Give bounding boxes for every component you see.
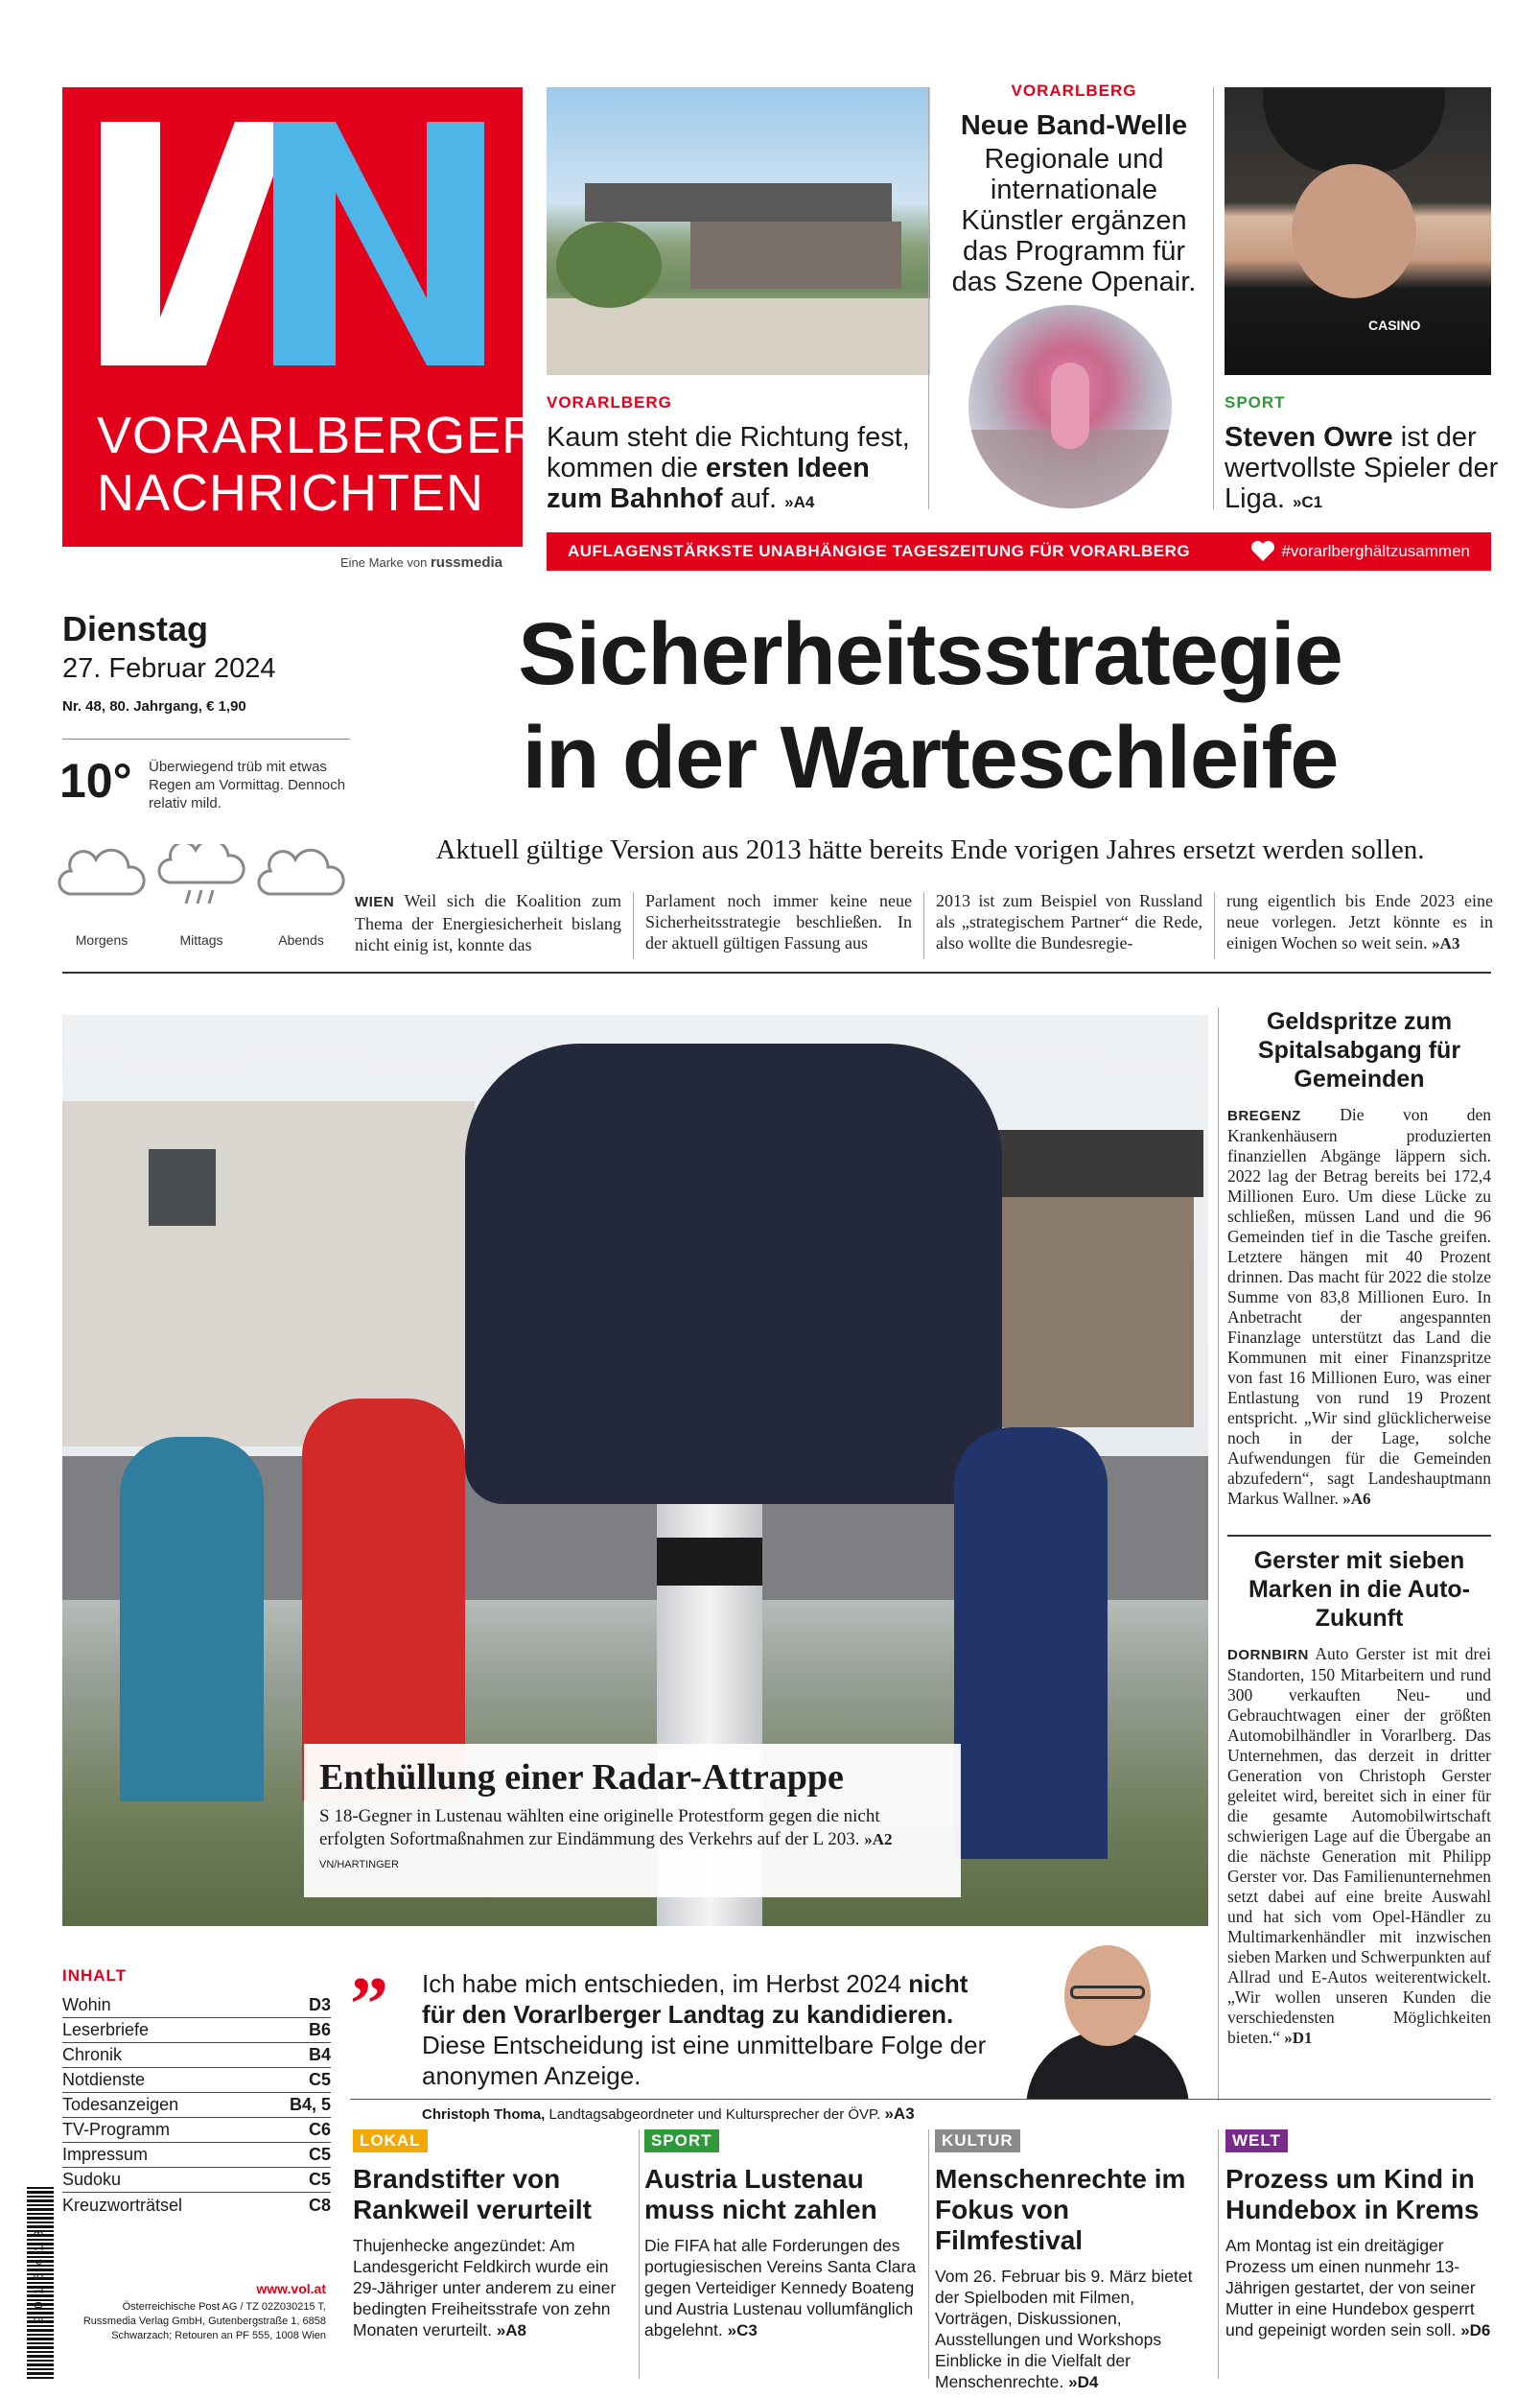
divider — [639, 2129, 640, 2379]
bottom-text: Die FIFA hat alle Forderungen des portugiesischen Vereins Santa Clara gegen Verteidiger Kennedy Boateng und Austria Lustenau vollumfänglich abgelehnt. »C3 — [644, 2236, 917, 2339]
bottom-teaser[interactable] — [644, 2129, 922, 2341]
bottom-text: Thujenhecke angezündet: Am Landesgericht Feldkirch wurde ein 29-Jähriger unter anderem zu einer bedingten Freiheitsstrafe von zehn Monaten verurteilt. »A8 — [353, 2236, 617, 2339]
toc-row[interactable]: Kreuzworträtsel C8 — [62, 2196, 331, 2215]
date: 27. Februar 2024 — [62, 653, 276, 684]
person-center — [302, 1399, 465, 1801]
bottom-title: Menschenrechte im Fokus von Filmfestival — [935, 2164, 1186, 2255]
side-title: Geldspritze zum Spitalsabgang für Gemeinden — [1257, 1008, 1461, 1093]
bottom-teaser[interactable] — [935, 2129, 1213, 2393]
bottom-text: Am Montag ist ein dreitägiger Prozess um einen nunmehr 13-Jährigen gestartet, der von seiner Mutter in eine Hundebox gesperrt und gepeinigt worden sein soll. »D6 — [1225, 2236, 1491, 2339]
plaza — [547, 298, 930, 375]
face — [1292, 164, 1416, 298]
lead-col-4: rung eigentlich bis Ende 2023 eine neue vorlegen. Jetzt könnte es in einigen Wochen so weit sein. »A3 — [1226, 891, 1493, 952]
post-band — [657, 1538, 762, 1586]
divider — [1227, 1535, 1491, 1537]
lead-headline[interactable] — [364, 602, 1496, 810]
date-block — [62, 609, 350, 715]
teaser-owre[interactable] — [1225, 393, 1503, 518]
jersey-text: CASINO — [1368, 317, 1421, 333]
teaser-owre-photo[interactable] — [1225, 87, 1491, 375]
bottom-title: Brandstifter von Rankweil verurteilt — [353, 2164, 592, 2224]
tag-kultur: KULTUR — [935, 2129, 1020, 2152]
weather-text: Überwiegend trüb mit etwas Regen am Vormittag. Dennoch relativ mild. — [149, 759, 346, 811]
toc-row[interactable]: Todesanzeigen B4, 5 — [62, 2093, 331, 2118]
bottom-teaser[interactable] — [353, 2129, 631, 2341]
teaser-bahnhof[interactable] — [547, 393, 930, 518]
banner-hashtag: #vorarlberghältzusammen — [1281, 542, 1470, 560]
weekday: Dienstag — [62, 609, 209, 648]
quote-marks-icon: ” — [350, 1963, 388, 2047]
photo-caption: S 18-Gegner in Lustenau wählten eine originelle Protestform gegen die nicht erfolgten Sofortmaßnahmen zur Eindämmung des Verkehrs auf der L 203. »A2 VN/HARTINGER — [319, 1806, 893, 1870]
person-left — [120, 1437, 264, 1801]
issue: Nr. 48, 80. Jahrgang, € 1,90 — [62, 698, 246, 715]
masthead-name-2: NACHRICHTEN — [97, 464, 485, 522]
teaser-kicker: VORARLBERG — [1011, 82, 1137, 100]
side-article-2[interactable] — [1227, 1546, 1491, 2048]
tree — [556, 222, 662, 308]
singer — [1051, 363, 1089, 449]
tag-sport: SPORT — [644, 2129, 719, 2152]
divider — [350, 2099, 1491, 2100]
lead-col-1: WIEN Weil sich die Koalition zum Thema der Energiesicherheit bislang nicht einig ist, konnte das — [355, 891, 621, 954]
brand-line: Eine Marke von russmedia — [340, 554, 502, 571]
divider — [1218, 2129, 1219, 2379]
imprint — [67, 2281, 326, 2343]
main-photo[interactable] — [62, 1015, 1208, 1926]
teaser-kicker: SPORT — [1225, 393, 1286, 411]
rain-cloud-icon — [157, 844, 245, 911]
toc-row[interactable]: Leserbriefe B6 — [62, 2018, 331, 2043]
bottom-text: Vom 26. Februar bis 9. März bietet der Spielboden mit Filmen, Vorträgen, Diskussionen, Ausstellungen und Workshops Einblicke in die Vielfalt der Menschenrechte. »D4 — [935, 2267, 1193, 2391]
imprint-url[interactable]: www.vol.at — [256, 2281, 326, 2296]
quote-author: Christoph Thoma, Landtagsabgeordneter und Kultursprecher der ÖVP. »A3 — [422, 2104, 915, 2123]
quote[interactable] — [422, 1968, 1002, 2124]
teaser-kicker: VORARLBERG — [547, 393, 672, 411]
thoma-portrait[interactable] — [1007, 1926, 1203, 2099]
toc-row[interactable]: TV-Programm C6 — [62, 2118, 331, 2143]
weather-temp: 10° — [59, 754, 132, 808]
person-right — [954, 1427, 1108, 1859]
toc-row[interactable]: Sudoku C5 — [62, 2168, 331, 2193]
weather-labels: Morgens Mittags Abends — [75, 932, 324, 948]
teaser-text: Steven Owre ist der wertvollste Spieler der Liga. »C1 — [1225, 422, 1499, 514]
toc-row[interactable]: Impressum C5 — [62, 2143, 331, 2168]
quote-text: Ich habe mich entschieden, im Herbst 2024 nicht für den Vorarlberger Landtag zu kandidieren. Diese Entscheidung ist eine unmittelbare Folge der anonymen Anzeige. — [422, 1969, 987, 2090]
divider — [633, 892, 634, 959]
divider — [1214, 892, 1215, 959]
station-roof — [585, 183, 892, 222]
window — [149, 1149, 216, 1226]
lead-col-2: Parlament noch immer keine neue Sicherheitsstrategie beschließen. In der aktuell gültigen Fassung aus — [645, 891, 912, 952]
lead-headline-line1: Sicherheitsstrategie — [518, 605, 1342, 703]
divider — [928, 2129, 929, 2379]
bottom-title: Prozess um Kind in Hundebox in Krems — [1225, 2164, 1480, 2224]
side-title: Gerster mit sieben Marken in die Auto-Zukunft — [1248, 1547, 1471, 1632]
side-text: DORNBIRN Auto Gerster ist mit drei Standorten, 150 Mitarbeitern und rund 300 verkauften Neu- und Gebrauchtwagen einer der größten Automobilhändler in Vorarlberg. Das Unternehmen, das derzeit in dritter Generation von Christoph Gerster geleitet wird, bereitet sich in einer für die gesamte Automobilwirtschaft schwierigen Lage auf die Übergabe an die nächste Generation mit Philipp Gerster vor. Das Familienunternehmen setzt dabei auf eine breite Auswahl und hat sich vom Opel-Händler zu Multimarkenhändler mit inzwischen sieben Marken und Schwerpunkten auf Allrad und E-Autos weiterentwickelt. „Wir wollen unseren Kunden die verschiedensten Möglichkeiten bieten.“ »D1 — [1227, 1644, 1491, 2047]
masthead-logo[interactable] — [62, 87, 541, 547]
photo-caption-box — [304, 1744, 961, 1897]
teaser-title: Neue Band-Welle — [960, 110, 1188, 141]
divider — [1213, 87, 1214, 509]
lead-headline-line2: in der Warteschleife — [522, 709, 1339, 807]
banner-text: AUFLAGENSTÄRKSTE UNABHÄNGIGE TAGESZEITUNG FÜR VORARLBERG — [568, 542, 1191, 560]
imprint-text: Österreichische Post AG / TZ 02Z030215 T, Russmedia Verlag GmbH, Gutenbergstraße 1, 6858 Schwarzach; Retouren an PF 555, 1008 Wien — [82, 2301, 326, 2341]
concert-photo[interactable] — [968, 305, 1172, 508]
banner-hashtag-wrap[interactable] — [1250, 541, 1470, 562]
cloud-icon — [58, 844, 146, 902]
divider — [62, 972, 1491, 974]
station-hall — [690, 222, 901, 289]
teaser-band[interactable] — [945, 82, 1203, 332]
lead-col-3: 2013 ist zum Beispiel von Russland als „strategischem Partner“ die Rede, also wollte die Bundesregie- — [936, 891, 1202, 952]
teaser-text: Kaum steht die Richtung fest, kommen die ersten Ideen zum Bahnhof auf. »A4 — [547, 422, 910, 514]
toc-row[interactable]: Chronik B4 — [62, 2043, 331, 2068]
cover-cloth — [465, 1044, 1002, 1504]
tag-lokal: LOKAL — [353, 2129, 428, 2152]
portrait-glasses — [1070, 1986, 1145, 1999]
side-article-1[interactable] — [1227, 1007, 1491, 1509]
weather-icons — [58, 844, 345, 911]
side-text: BREGENZ Die von den Krankenhäusern produzierten finanziellen Abgänge läppern sich. 2022 lag der Betrag bereits bei 172,4 Millionen Euro. Um diese Lücke zu schließen, müssen Land und die 96 Gemeinden tief in die Tasche greifen. Letztere hängen mit 40 Prozent drinnen. Das macht für 2022 die stolze Summe von 83,8 Millionen Euro. In Anbetracht der angespannten Finanzlage unterstützt das Land die Kommunen mit einer Finanzspritze von fast 16 Millionen Euro, was einer Entlastung von rund 19 Prozent entspricht. „Wir sind glücklicherweise noch in der Lage, solche Aufwendungen für die Gemeinden abzufedern“, sagt Landeshauptmann Markus Wallner. »A6 — [1227, 1105, 1491, 1508]
toc-title: INHALT — [62, 1966, 128, 1985]
cloud-icon — [257, 844, 345, 902]
vn-logo-graphic — [62, 87, 523, 375]
bottom-title: Austria Lustenau muss nicht zahlen — [644, 2164, 877, 2224]
teaser-text: Regionale und internationale Künstler ergänzen das Programm für das Szene Openair. — [951, 144, 1197, 297]
house-left — [62, 1101, 475, 1446]
photo-title: Enthüllung einer Radar-Attrappe — [319, 1757, 844, 1798]
heart-icon — [1250, 541, 1275, 562]
divider — [923, 892, 924, 959]
teaser-bahnhof-photo[interactable] — [547, 87, 930, 375]
toc — [62, 1966, 331, 2218]
toc-row[interactable]: Wohin D3 — [62, 1993, 331, 2018]
barcode-number: 9 0 1 5 4 1 3 — [31, 2228, 46, 2323]
divider — [1218, 1007, 1219, 2101]
bottom-teaser[interactable] — [1225, 2129, 1496, 2341]
divider — [928, 87, 929, 509]
lead-subhead: Aktuell gültige Version aus 2013 hätte bereits Ende vorigen Jahres ersetzt werden sollen. — [435, 835, 1425, 865]
tag-welt: WELT — [1225, 2129, 1288, 2152]
toc-row[interactable]: Notdienste C5 — [62, 2068, 331, 2093]
banner — [547, 532, 1491, 571]
divider — [62, 739, 350, 740]
masthead-name-1: VORARLBERGER — [97, 407, 541, 464]
helmet — [1263, 87, 1445, 174]
